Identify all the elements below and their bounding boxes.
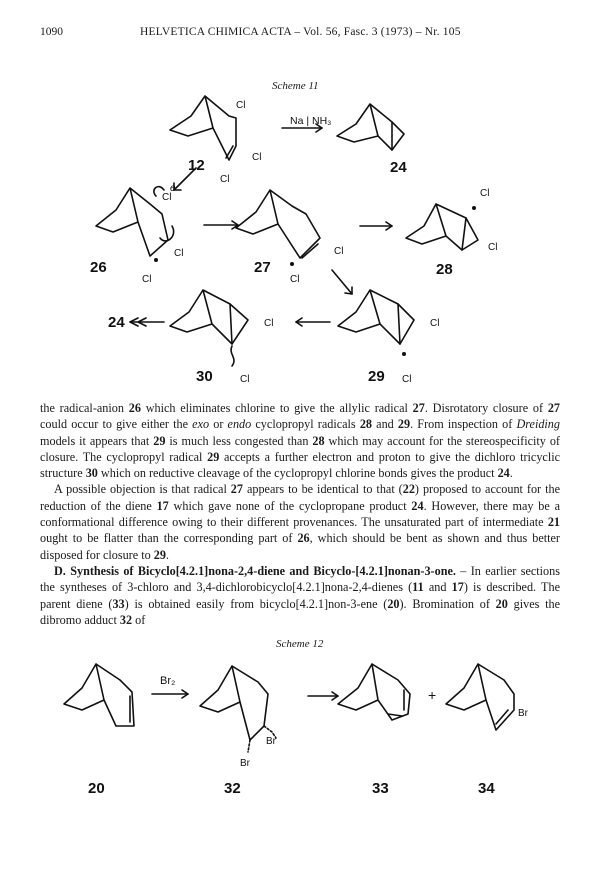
svg-text:+: + [428, 687, 437, 703]
svg-text:e: e [170, 183, 176, 194]
compound-32-structure [200, 666, 276, 752]
compound-28-structure [406, 204, 478, 250]
scheme-12 [0, 650, 600, 860]
compound-number: 20 [88, 780, 105, 797]
svg-text:Cl: Cl [334, 246, 344, 257]
compound-20-structure [64, 664, 134, 726]
svg-text:Cl: Cl [488, 242, 498, 253]
svg-text:Cl: Cl [252, 152, 262, 163]
svg-text:Cl: Cl [264, 318, 274, 329]
compound-34-structure [446, 664, 514, 730]
svg-text:Br: Br [518, 708, 528, 719]
compound-30-structure [170, 290, 248, 366]
compound-number: 30 [196, 368, 213, 385]
compound-number: 34 [478, 780, 495, 797]
compound-number: 24 [390, 159, 407, 176]
running-title: HELVETICA CHIMICA ACTA – Vol. 56, Fasc. 3 (1973) – Nr. 105 [140, 26, 461, 38]
svg-text:Cl: Cl [162, 192, 172, 203]
svg-text:Cl: Cl [480, 188, 490, 199]
compound-number: 26 [90, 259, 107, 276]
compound-24-structure [337, 104, 404, 150]
compound-number: 33 [372, 780, 389, 797]
compound-number: 24 [108, 314, 125, 331]
compound-27-structure [236, 190, 320, 258]
svg-text:Cl: Cl [220, 174, 230, 185]
svg-text:Cl: Cl [240, 374, 250, 385]
paragraph-2: A possible objection is that radical 27 appears to be identical to that (22) proposed to account for the reduction of the diene 17 which gave none of the cyclopropane product 24. However, there may be a conformational difference owing to their different provenances. The unsaturated part of intermediate 21 ought to be flatter than the corresponding part of 26, which should be bent as shown and thus better disposed for closure to 29. [40, 482, 560, 562]
compound-29-structure [338, 290, 414, 344]
compound-33-structure [338, 664, 410, 720]
svg-text:Cl: Cl [290, 274, 300, 285]
compound-12-structure [170, 96, 236, 160]
body-text [40, 400, 560, 628]
svg-text:Cl: Cl [236, 100, 246, 111]
scheme-11 [0, 90, 600, 390]
reagent-label: Na | NH₃ [290, 115, 332, 127]
compound-number: 28 [436, 261, 453, 278]
scheme-11-label: Scheme 11 [272, 80, 319, 92]
paragraph-1: the radical-anion 26 which eliminates chlorine to give the allylic radical 27. Disrotatory closure of 27 could occur to give either the exo or endo cyclopropyl radicals 28 and 29. From inspection of Dreiding models it appears that 29 is much less congested than 28 which may account for the stereospecificity of closure. The cyclopropyl radical 29 accepts a further electron and proton to give the dichloro tricyclic structure 30 which on reductive cleavage of the cyclopropyl chlorine bonds gives the product 24. [40, 401, 561, 481]
compound-number: 12 [188, 157, 205, 174]
page-number: 1090 [40, 26, 63, 38]
svg-text:Cl: Cl [430, 318, 440, 329]
compound-number: 27 [254, 259, 271, 276]
scheme-12-label: Scheme 12 [276, 638, 324, 650]
paragraph-3: D. Synthesis of Bicyclo[4.2.1]nona-2,4-diene and Bicyclo-[4.2.1]nonan-3-one. – In earlier sections the syntheses of 3-chloro and 3,4-dichlorobicyclo[4.2.1]nona-2,4-dienes (11 and 17) is described. The parent diene (33) is obtained easily from bicyclo[4.2.1]non-3-ene (20). Bromination of 20 gives the dibromo adduct 32 of [40, 563, 561, 627]
reagent-label: Br₂ [160, 675, 176, 687]
svg-text:Cl: Cl [402, 374, 412, 385]
svg-text:Cl: Cl [142, 274, 152, 285]
compound-number: 32 [224, 780, 241, 797]
svg-text:Br: Br [266, 736, 276, 747]
compound-number: 29 [368, 368, 385, 385]
svg-text:Cl: Cl [174, 248, 184, 259]
svg-text:Br: Br [240, 758, 250, 769]
